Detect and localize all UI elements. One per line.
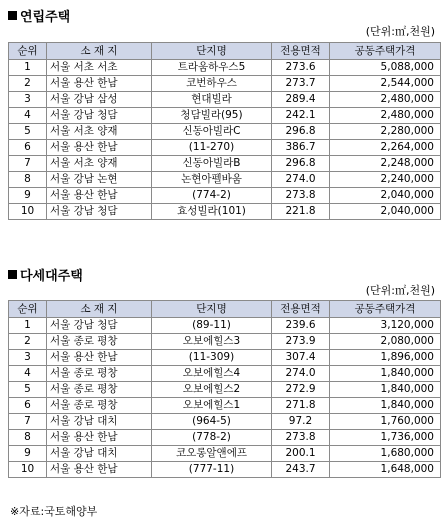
area-cell: 307.4 (272, 350, 330, 366)
rank-cell: 8 (9, 172, 47, 188)
location-cell: 서울 용산 한남 (47, 188, 152, 204)
rank-cell: 7 (9, 414, 47, 430)
section1-title-text: 연립주택 (20, 9, 71, 25)
complex-name-cell: 코번하우스 (152, 76, 272, 92)
column-header: 순위 (9, 301, 47, 318)
table-row (9, 414, 441, 430)
area-cell: 296.8 (272, 124, 330, 140)
price-cell: 1,840,000 (330, 366, 441, 382)
location-cell: 서울 서초 서초 (47, 60, 152, 76)
table-row (9, 334, 441, 350)
complex-name-cell: 코오롱알앤에프 (152, 446, 272, 462)
location-cell: 서울 종로 평창 (47, 382, 152, 398)
rank-cell: 5 (9, 124, 47, 140)
location-cell: 서울 강남 대치 (47, 446, 152, 462)
table-row (9, 60, 441, 76)
location-cell: 서울 강남 삼성 (47, 92, 152, 108)
square-bullet-icon (8, 270, 17, 279)
complex-name-cell: 논현아펠바움 (152, 172, 272, 188)
column-header: 단지명 (152, 301, 272, 318)
area-cell: 242.1 (272, 108, 330, 124)
rank-cell: 6 (9, 140, 47, 156)
table-header-row (9, 301, 441, 318)
column-header: 단지명 (152, 43, 272, 60)
rank-cell: 4 (9, 108, 47, 124)
source-note: ※자료:국토해양부 (10, 505, 98, 518)
area-cell: 271.8 (272, 398, 330, 414)
price-cell: 2,248,000 (330, 156, 441, 172)
area-cell: 97.2 (272, 414, 330, 430)
table-row (9, 382, 441, 398)
complex-name-cell: 청담빌라(95) (152, 108, 272, 124)
column-header: 전용면적 (272, 301, 330, 318)
price-cell: 2,544,000 (330, 76, 441, 92)
complex-name-cell: (777-11) (152, 462, 272, 478)
area-cell: 272.9 (272, 382, 330, 398)
price-cell: 1,680,000 (330, 446, 441, 462)
location-cell: 서울 종로 평창 (47, 366, 152, 382)
table-row (9, 156, 441, 172)
rank-cell: 3 (9, 350, 47, 366)
area-cell: 200.1 (272, 446, 330, 462)
price-cell: 1,648,000 (330, 462, 441, 478)
rank-cell: 6 (9, 398, 47, 414)
area-cell: 273.8 (272, 188, 330, 204)
location-cell: 서울 용산 한남 (47, 140, 152, 156)
rank-cell: 3 (9, 92, 47, 108)
complex-name-cell: (774-2) (152, 188, 272, 204)
price-cell: 1,840,000 (330, 398, 441, 414)
location-cell: 서울 강남 대치 (47, 414, 152, 430)
table-row (9, 446, 441, 462)
location-cell: 서울 강남 논현 (47, 172, 152, 188)
table-row (9, 318, 441, 334)
table-row (9, 92, 441, 108)
area-cell: 221.8 (272, 204, 330, 220)
complex-name-cell: 신동아빌라B (152, 156, 272, 172)
price-cell: 1,840,000 (330, 382, 441, 398)
rank-cell: 1 (9, 60, 47, 76)
area-cell: 274.0 (272, 172, 330, 188)
area-cell: 274.0 (272, 366, 330, 382)
table-row (9, 76, 441, 92)
section2-title (8, 265, 83, 283)
price-cell: 2,264,000 (330, 140, 441, 156)
complex-name-cell: 효성빌라(101) (152, 204, 272, 220)
section2-table (8, 300, 441, 478)
price-cell: 2,080,000 (330, 334, 441, 350)
price-cell: 2,480,000 (330, 92, 441, 108)
table-row (9, 172, 441, 188)
rank-cell: 2 (9, 76, 47, 92)
rank-cell: 10 (9, 462, 47, 478)
complex-name-cell: 현대빌라 (152, 92, 272, 108)
column-header: 순위 (9, 43, 47, 60)
table-row (9, 398, 441, 414)
location-cell: 서울 용산 한남 (47, 462, 152, 478)
price-cell: 2,240,000 (330, 172, 441, 188)
location-cell: 서울 서초 양재 (47, 156, 152, 172)
table-row (9, 108, 441, 124)
table-row (9, 462, 441, 478)
section1-unit: (단위:㎡,천원) (365, 25, 435, 38)
area-cell: 386.7 (272, 140, 330, 156)
location-cell: 서울 종로 평창 (47, 398, 152, 414)
complex-name-cell: (11-270) (152, 140, 272, 156)
rank-cell: 4 (9, 366, 47, 382)
location-cell: 서울 강남 청담 (47, 318, 152, 334)
complex-name-cell: (89-11) (152, 318, 272, 334)
table-row (9, 124, 441, 140)
price-cell: 2,480,000 (330, 108, 441, 124)
location-cell: 서울 강남 청담 (47, 108, 152, 124)
area-cell: 273.8 (272, 430, 330, 446)
area-cell: 243.7 (272, 462, 330, 478)
location-cell: 서울 용산 한남 (47, 76, 152, 92)
complex-name-cell: 오보에힐스3 (152, 334, 272, 350)
table-row (9, 204, 441, 220)
complex-name-cell: 오보에힐스4 (152, 366, 272, 382)
section2-unit: (단위:㎡,천원) (365, 284, 435, 297)
rank-cell: 9 (9, 446, 47, 462)
table-row (9, 366, 441, 382)
complex-name-cell: (778-2) (152, 430, 272, 446)
price-cell: 3,120,000 (330, 318, 441, 334)
table-row (9, 350, 441, 366)
price-cell: 1,736,000 (330, 430, 441, 446)
table-row (9, 188, 441, 204)
column-header: 공동주택가격 (330, 43, 441, 60)
price-cell: 1,896,000 (330, 350, 441, 366)
rank-cell: 7 (9, 156, 47, 172)
area-cell: 239.6 (272, 318, 330, 334)
rank-cell: 9 (9, 188, 47, 204)
price-cell: 1,760,000 (330, 414, 441, 430)
table-header-row (9, 43, 441, 60)
column-header: 소 재 지 (47, 301, 152, 318)
location-cell: 서울 용산 한남 (47, 430, 152, 446)
complex-name-cell: (964-5) (152, 414, 272, 430)
complex-name-cell: 오보에힐스1 (152, 398, 272, 414)
area-cell: 296.8 (272, 156, 330, 172)
rank-cell: 1 (9, 318, 47, 334)
square-bullet-icon (8, 11, 17, 20)
price-cell: 5,088,000 (330, 60, 441, 76)
area-cell: 289.4 (272, 92, 330, 108)
complex-name-cell: 오보에힐스2 (152, 382, 272, 398)
price-cell: 2,280,000 (330, 124, 441, 140)
complex-name-cell: 신동아빌라C (152, 124, 272, 140)
table-row (9, 430, 441, 446)
section1-title (8, 6, 70, 24)
column-header: 공동주택가격 (330, 301, 441, 318)
column-header: 전용면적 (272, 43, 330, 60)
rank-cell: 5 (9, 382, 47, 398)
complex-name-cell: (11-309) (152, 350, 272, 366)
area-cell: 273.6 (272, 60, 330, 76)
section2-title-text: 다세대주택 (20, 268, 83, 284)
location-cell: 서울 강남 청담 (47, 204, 152, 220)
rank-cell: 2 (9, 334, 47, 350)
price-cell: 2,040,000 (330, 204, 441, 220)
area-cell: 273.9 (272, 334, 330, 350)
complex-name-cell: 트라움하우스5 (152, 60, 272, 76)
location-cell: 서울 용산 한남 (47, 350, 152, 366)
column-header: 소 재 지 (47, 43, 152, 60)
area-cell: 273.7 (272, 76, 330, 92)
table-row (9, 140, 441, 156)
price-cell: 2,040,000 (330, 188, 441, 204)
section1-table (8, 42, 441, 220)
location-cell: 서울 서초 양재 (47, 124, 152, 140)
location-cell: 서울 종로 평창 (47, 334, 152, 350)
rank-cell: 8 (9, 430, 47, 446)
rank-cell: 10 (9, 204, 47, 220)
